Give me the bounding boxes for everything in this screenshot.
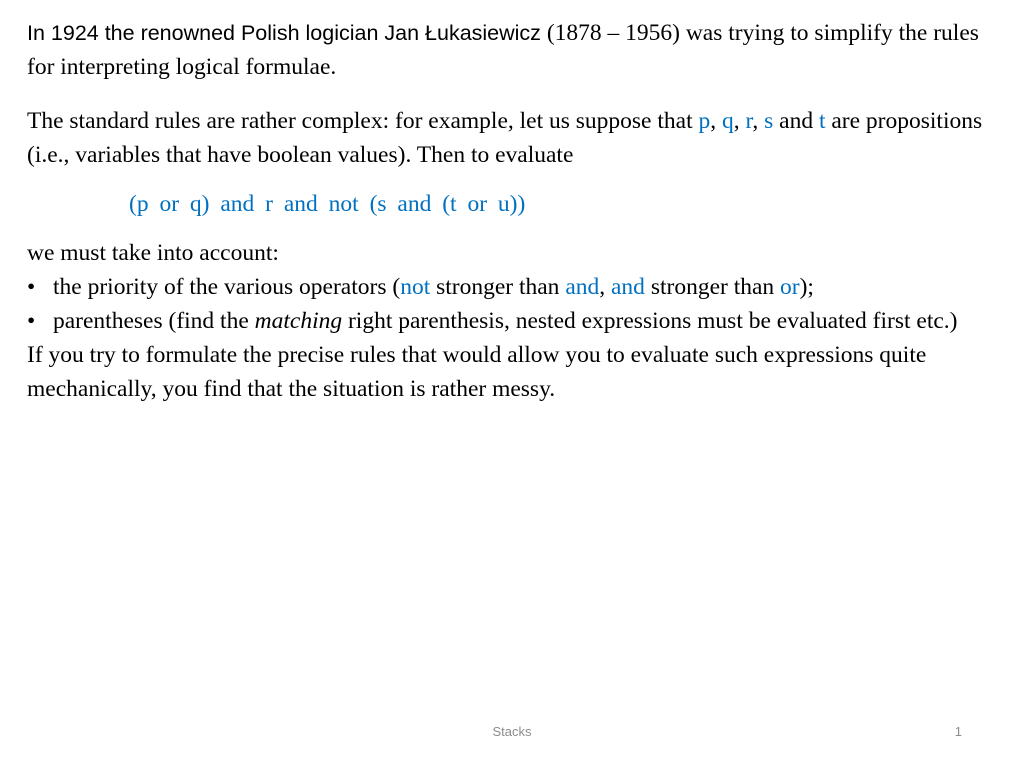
footer-title: Stacks [492, 724, 532, 739]
kw-or: or [780, 274, 800, 300]
bullet1-text-d: ); [799, 274, 814, 300]
var-q: q [721, 108, 734, 134]
bullet1-text-b: stronger than [436, 274, 560, 300]
intro-serif-text: (1878 – 1956) was trying to simplify the rules for interpreting logical formulae. [27, 20, 979, 80]
matching-word: matching [254, 308, 343, 334]
kw-and-2: and [611, 274, 645, 300]
var-p: p [698, 108, 711, 134]
bullet-priority [27, 270, 1002, 304]
var-r: r [745, 108, 753, 134]
example-formula: (p or q) and r and not (s and (t or u)) [129, 191, 526, 217]
account-line: we must take into account: [27, 240, 279, 266]
page-number: 1 [954, 724, 962, 739]
bullet-list [27, 270, 1002, 338]
var-t: t [818, 108, 826, 134]
bullet1-text-c: stronger than [650, 274, 775, 300]
intro-sans-text: In 1924 the renowned Polish logician Jan Łukasiewicz [27, 21, 541, 45]
slide-body [27, 16, 1002, 406]
bullet2-text-b: right parenthesis, nested expressions must be evaluated first etc.) [347, 308, 958, 334]
kw-and-1: and [565, 274, 600, 300]
bullet1-comma: , [599, 274, 606, 300]
paragraph-gap [27, 84, 1002, 104]
standard-tail: are propositions (i.e., variables that have boolean values). Then to evaluate [27, 108, 983, 168]
bullet1-text-a: the priority of the various operators ( [53, 274, 401, 300]
and-word: and [779, 108, 814, 134]
standard-rules-paragraph: The standard rules are rather complex: for example, let us suppose that p, q, r, s and t are propositions (i.e., variables that have boolean values). Then to evaluate [27, 108, 983, 168]
bullet2-text-a: parentheses (find the [53, 308, 249, 334]
conclusion-paragraph: If you try to formulate the precise rules that would allow you to evaluate such expressions quite mechanically, you find that the situation is rather messy. [27, 342, 927, 402]
var-s: s [764, 108, 774, 134]
kw-not: not [400, 274, 431, 300]
standard-lead: The standard rules are rather complex: for example, let us suppose that [27, 108, 693, 134]
bullet-parentheses [27, 304, 1002, 338]
intro-paragraph [27, 16, 1002, 84]
